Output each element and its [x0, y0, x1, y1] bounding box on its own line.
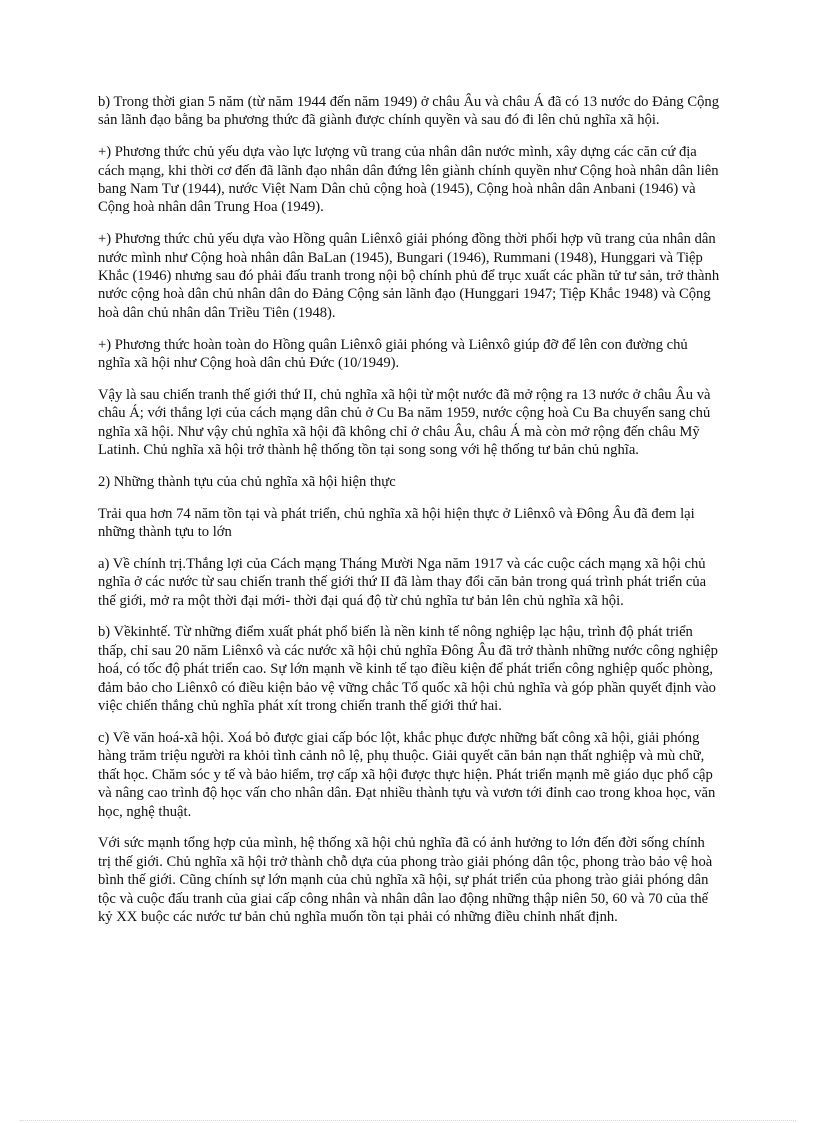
paragraph-method-red-army-combined: +) Phương thức chủ yếu dựa vào Hồng quân Liênxô giải phóng đồng thời phối hợp vũ trang của nhân dân nước mình như Cộng hoà nhân dân BaLan (1945), Bungari (1946), Rummani (1948), Hunggari và Tiệp Khắc (1946) nhưng sau đó phải đấu tranh trong nội bộ chính phủ để trục xuất các phần tử tư sản, trở thành nước cộng hoà dân chủ nhân dân do Đảng Cộng sản lãnh đạo (Hunggari 1947; Tiệp Khắc 1948) và Cộng hoà dân chủ nhân dân Triều Tiên (1948). — [98, 231, 720, 321]
page-bottom-divider — [20, 1120, 796, 1121]
paragraph-world-influence: Với sức mạnh tổng hợp của mình, hệ thống xã hội chủ nghĩa đã có ảnh hưởng to lớn đến đời sống chính trị thế giới. Chủ nghĩa xã hội trở thành chỗ dựa của phong trào giải phóng dân tộc, phong trào bảo vệ hoà bình thế giới. Cũng chính sự lớn mạnh của chủ nghĩa xã hội, sự phát triển của phong trào giải phóng dân tộc và cuộc đấu tranh của giai cấp công nhân và nhân dân lao động những thập niên 50, 60 và 70 của thế kỷ XX buộc các nước tư bản chủ nghĩa muốn tồn tại phải có những điều chỉnh nhất định. — [98, 835, 713, 925]
document-body — [98, 93, 720, 940]
section-heading-achievements: 2) Những thành tựu của chủ nghĩa xã hội hiện thực — [98, 473, 396, 490]
paragraph-method-red-army-only: +) Phương thức hoàn toàn do Hồng quân Liênxô giải phóng và Liênxô giúp đỡ để lên con đường chủ nghĩa xã hội như Cộng hoà dân chủ Đức (10/1949). — [98, 336, 688, 372]
paragraph-method-armed-forces: +) Phương thức chủ yếu dựa vào lực lượng vũ trang của nhân dân nước mình, xây dựng các căn cứ địa cách mạng, khi thời cơ đến đã lãnh đạo nhân dân đứng lên giành chính quyền như Cộng hoà nhân dân liên bang Nam Tư (1944), nước Việt Nam Dân chủ cộng hoà (1945), Cộng hoà nhân dân Anbani (1946) và Cộng hoà nhân dân Trung Hoa (1949). — [98, 144, 719, 216]
paragraph-achievements-intro: Trải qua hơn 74 năm tồn tại và phát triển, chủ nghĩa xã hội hiện thực ở Liênxô và Đông Âu đã đem lại những thành tựu to lớn — [98, 505, 695, 541]
paragraph-three-methods-intro: b) Trong thời gian 5 năm (từ năm 1944 đến năm 1949) ở châu Âu và châu Á đã có 13 nước do Đảng Cộng sản lãnh đạo bằng ba phương thức đã giành được chính quyền và sau đó đi lên chủ nghĩa xã hội. — [98, 94, 719, 129]
paragraph-culture-society: c) Về văn hoá-xã hội. Xoá bỏ được giai cấp bóc lột, khắc phục được những bất công xã hội, giải phóng hàng trăm triệu người ra khỏi tình cảnh nô lệ, phụ thuộc. Giải quyết căn bản nạn thất nghiệp và mù chữ, thất học. Chăm sóc y tế và bảo hiểm, trợ cấp xã hội được thực hiện. Phát triển mạnh mẽ giáo dục phổ cập và nâng cao trình độ học vấn cho nhân dân. Đạt nhiều thành tựu và vươn tới đỉnh cao trong khoa học, văn học, nghệ thuật. — [98, 729, 716, 820]
paragraph-economy: b) Vềkinhtế. Từ những điểm xuất phát phổ biến là nền kinh tế nông nghiệp lạc hậu, trình độ phát triển thấp, chỉ sau 20 năm Liênxô và các nước xã hội chủ nghĩa Đông Âu đã trở thành những nước công nghiệp hoá, có tốc độ phát triển cao. Sự lớn mạnh về kinh tế tạo điều kiện để phát triển công nghiệp quốc phòng, đảm bảo cho Liênxô có điều kiện bảo vệ vững chắc Tổ quốc xã hội chủ nghĩa và góp phần quyết định vào việc chiến thắng chủ nghĩa phát xít trong chiến tranh thế giới thứ hai. — [98, 624, 718, 715]
paragraph-politics: a) Về chính trị.Thắng lợi của Cách mạng Tháng Mười Nga năm 1917 và các cuộc cách mạng xã hội chủ nghĩa ở các nước từ sau chiến tranh thế giới thứ II đã làm thay đổi căn bản trong quá trình phát triển của thế giới, mở ra một thời đại mới- thời đại quá độ từ chủ nghĩa tư bản lên chủ nghĩa xã hội. — [98, 555, 707, 609]
paragraph-socialism-expansion: Vậy là sau chiến tranh thế giới thứ II, chủ nghĩa xã hội từ một nước đã mở rộng ra 13 nước ở châu Âu và châu Á; với thắng lợi của cách mạng dân chủ ở Cu Ba năm 1959, nước cộng hoà Cu Ba chuyển sang chủ nghĩa xã hội. Như vậy chủ nghĩa xã hội đã không chỉ ở châu Âu, châu Á mà còn mở rộng đến châu Mỹ Latinh. Chủ nghĩa xã hội trở thành hệ thống tồn tại song song với hệ thống tư bản chủ nghĩa. — [98, 386, 711, 459]
